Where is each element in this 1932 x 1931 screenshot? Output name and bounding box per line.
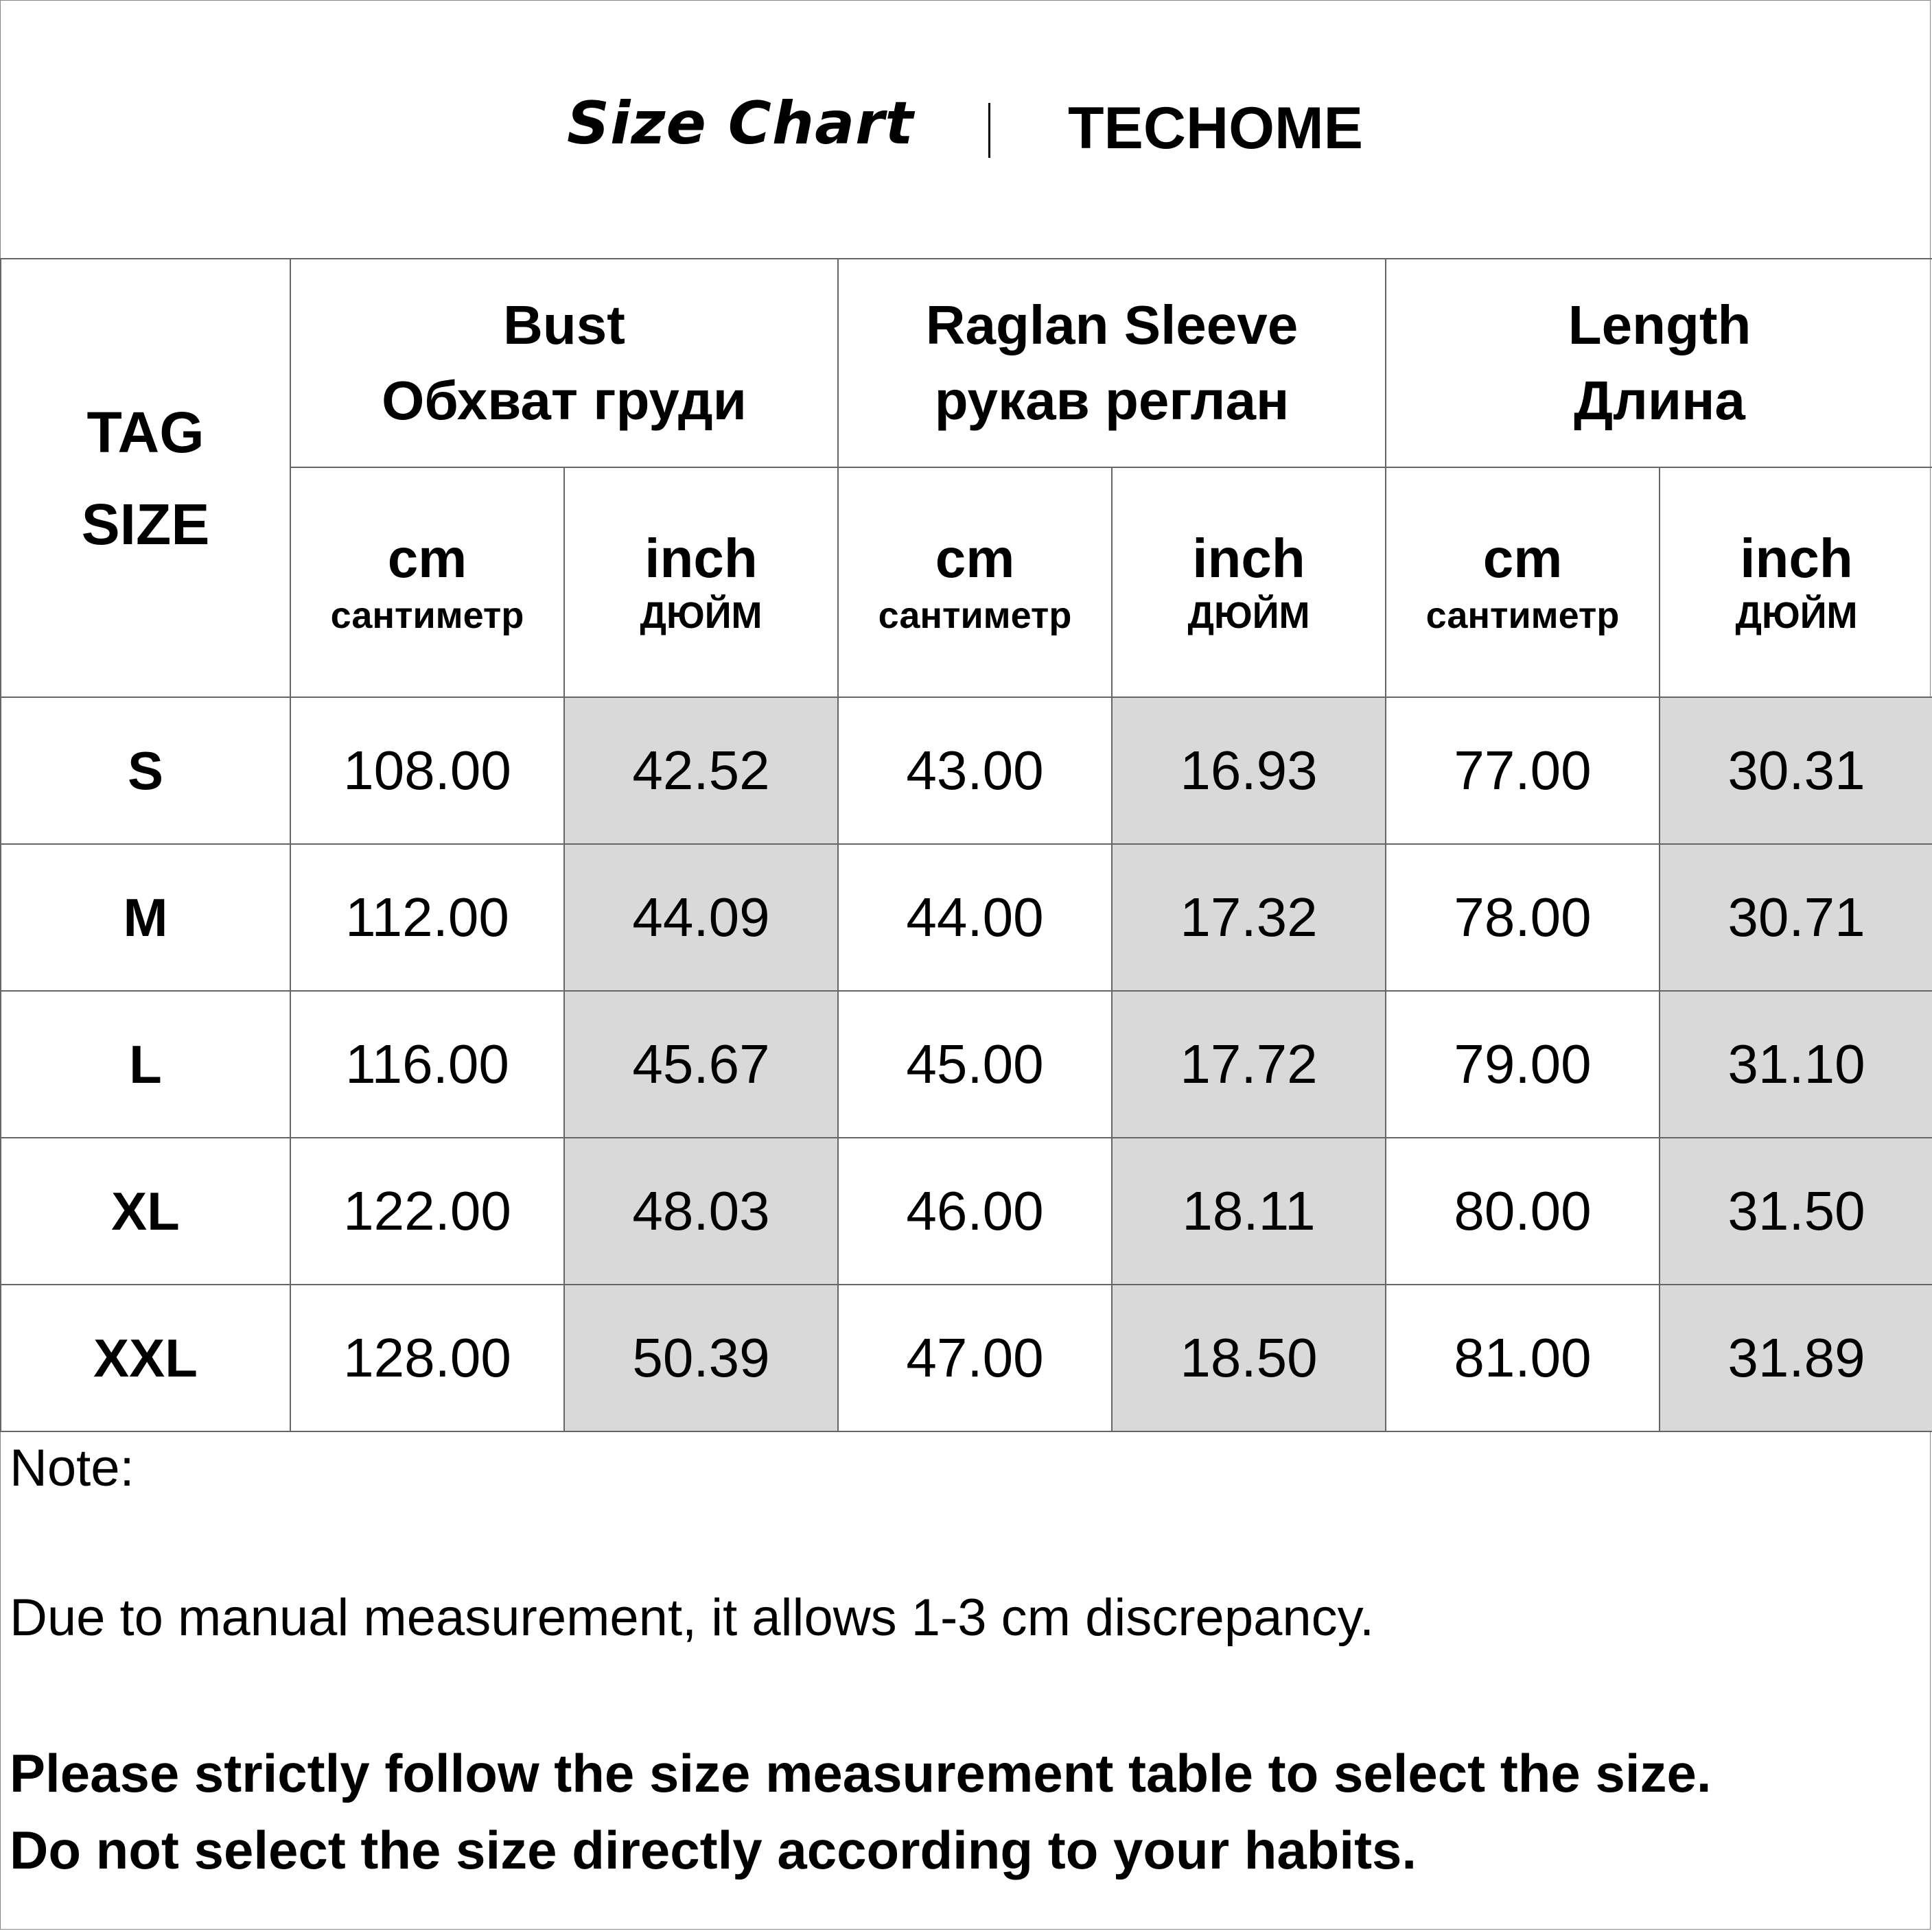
note-warning-line-2: Do not select the size directly according to your habits. xyxy=(10,1820,1417,1880)
length-cm-header xyxy=(1386,467,1660,697)
unit-sub: сантиметр xyxy=(330,594,524,636)
table-cell: 48.03 xyxy=(564,1138,838,1285)
size-label: XXL xyxy=(1,1285,290,1431)
table-cell: 18.11 xyxy=(1112,1138,1386,1285)
note-warning-line-1: Please strictly follow the size measurement table to select the size. xyxy=(10,1743,1712,1803)
unit-sub: сантиметр xyxy=(878,594,1072,636)
size-label: XL xyxy=(1,1138,290,1285)
brand-name: TECHOME xyxy=(1068,95,1363,161)
unit-sub: сантиметр xyxy=(1425,594,1620,636)
title-separator xyxy=(988,103,990,158)
tag-size-header xyxy=(1,259,290,697)
length-inch-header xyxy=(1660,467,1932,697)
table-cell: 80.00 xyxy=(1386,1138,1660,1285)
table-cell: 18.50 xyxy=(1112,1285,1386,1431)
bust-inch-header xyxy=(564,467,838,697)
sleeve-cm-header xyxy=(838,467,1112,697)
unit-sub: ДЮЙМ xyxy=(640,594,763,636)
unit-main: inch xyxy=(1740,527,1853,589)
table-cell: 43.00 xyxy=(838,697,1112,844)
unit-main: cm xyxy=(387,527,467,589)
table-cell: 77.00 xyxy=(1386,697,1660,844)
table-cell: 30.71 xyxy=(1660,844,1932,991)
size-label: L xyxy=(1,991,290,1138)
note-warning xyxy=(10,1735,1712,1888)
bust-label-ru: Обхват груди xyxy=(382,370,747,431)
unit-main: inch xyxy=(644,527,758,589)
unit-sub: ДЮЙМ xyxy=(1187,594,1310,636)
table-cell: 17.72 xyxy=(1112,991,1386,1138)
table-row xyxy=(1,844,1932,991)
size-label: S xyxy=(1,697,290,844)
note-title: Note: xyxy=(10,1439,135,1497)
table-row xyxy=(1,991,1932,1138)
table-cell: 78.00 xyxy=(1386,844,1660,991)
sleeve-header xyxy=(838,259,1386,467)
unit-main: cm xyxy=(1482,527,1563,589)
table-row xyxy=(1,697,1932,844)
sleeve-inch-header xyxy=(1112,467,1386,697)
table-cell: 47.00 xyxy=(838,1285,1112,1431)
length-header xyxy=(1386,259,1932,467)
table-cell: 31.50 xyxy=(1660,1138,1932,1285)
table-cell: 122.00 xyxy=(290,1138,564,1285)
table-cell: 128.00 xyxy=(290,1285,564,1431)
table-cell: 116.00 xyxy=(290,991,564,1138)
table-cell: 45.00 xyxy=(838,991,1112,1138)
length-label-ru: Длина xyxy=(1574,370,1745,431)
header xyxy=(0,0,1932,258)
notes-section xyxy=(10,1434,1924,1880)
table-cell: 16.93 xyxy=(1112,697,1386,844)
table-cell: 112.00 xyxy=(290,844,564,991)
size-table xyxy=(0,258,1932,1432)
unit-main: inch xyxy=(1192,527,1305,589)
table-cell: 50.39 xyxy=(564,1285,838,1431)
table-cell: 17.32 xyxy=(1112,844,1386,991)
table-cell: 30.31 xyxy=(1660,697,1932,844)
table-cell: 46.00 xyxy=(838,1138,1112,1285)
table-row xyxy=(1,1138,1932,1285)
table-cell: 44.00 xyxy=(838,844,1112,991)
note-text: Due to manual measurement, it allows 1-3 cm discrepancy. xyxy=(10,1589,1375,1647)
length-label-en: Length xyxy=(1568,294,1751,355)
table-cell: 44.09 xyxy=(564,844,838,991)
bust-cm-header xyxy=(290,467,564,697)
table-cell: 81.00 xyxy=(1386,1285,1660,1431)
tag-size-label-2: SIZE xyxy=(81,491,210,557)
table-cell: 31.89 xyxy=(1660,1285,1932,1431)
bust-header xyxy=(290,259,838,467)
table-row xyxy=(1,1285,1932,1431)
size-label: M xyxy=(1,844,290,991)
table-cell: 45.67 xyxy=(564,991,838,1138)
bust-label-en: Bust xyxy=(503,294,625,355)
tag-size-label-1: TAG xyxy=(86,399,205,465)
table-cell: 79.00 xyxy=(1386,991,1660,1138)
table-cell: 108.00 xyxy=(290,697,564,844)
sleeve-label-ru: рукав реглан xyxy=(934,370,1290,431)
sleeve-label-en: Raglan Sleeve xyxy=(925,294,1299,355)
table-cell: 31.10 xyxy=(1660,991,1932,1138)
unit-main: cm xyxy=(935,527,1015,589)
unit-sub: ДЮЙМ xyxy=(1735,594,1858,636)
table-cell: 42.52 xyxy=(564,697,838,844)
chart-title: Size Chart xyxy=(567,89,914,158)
